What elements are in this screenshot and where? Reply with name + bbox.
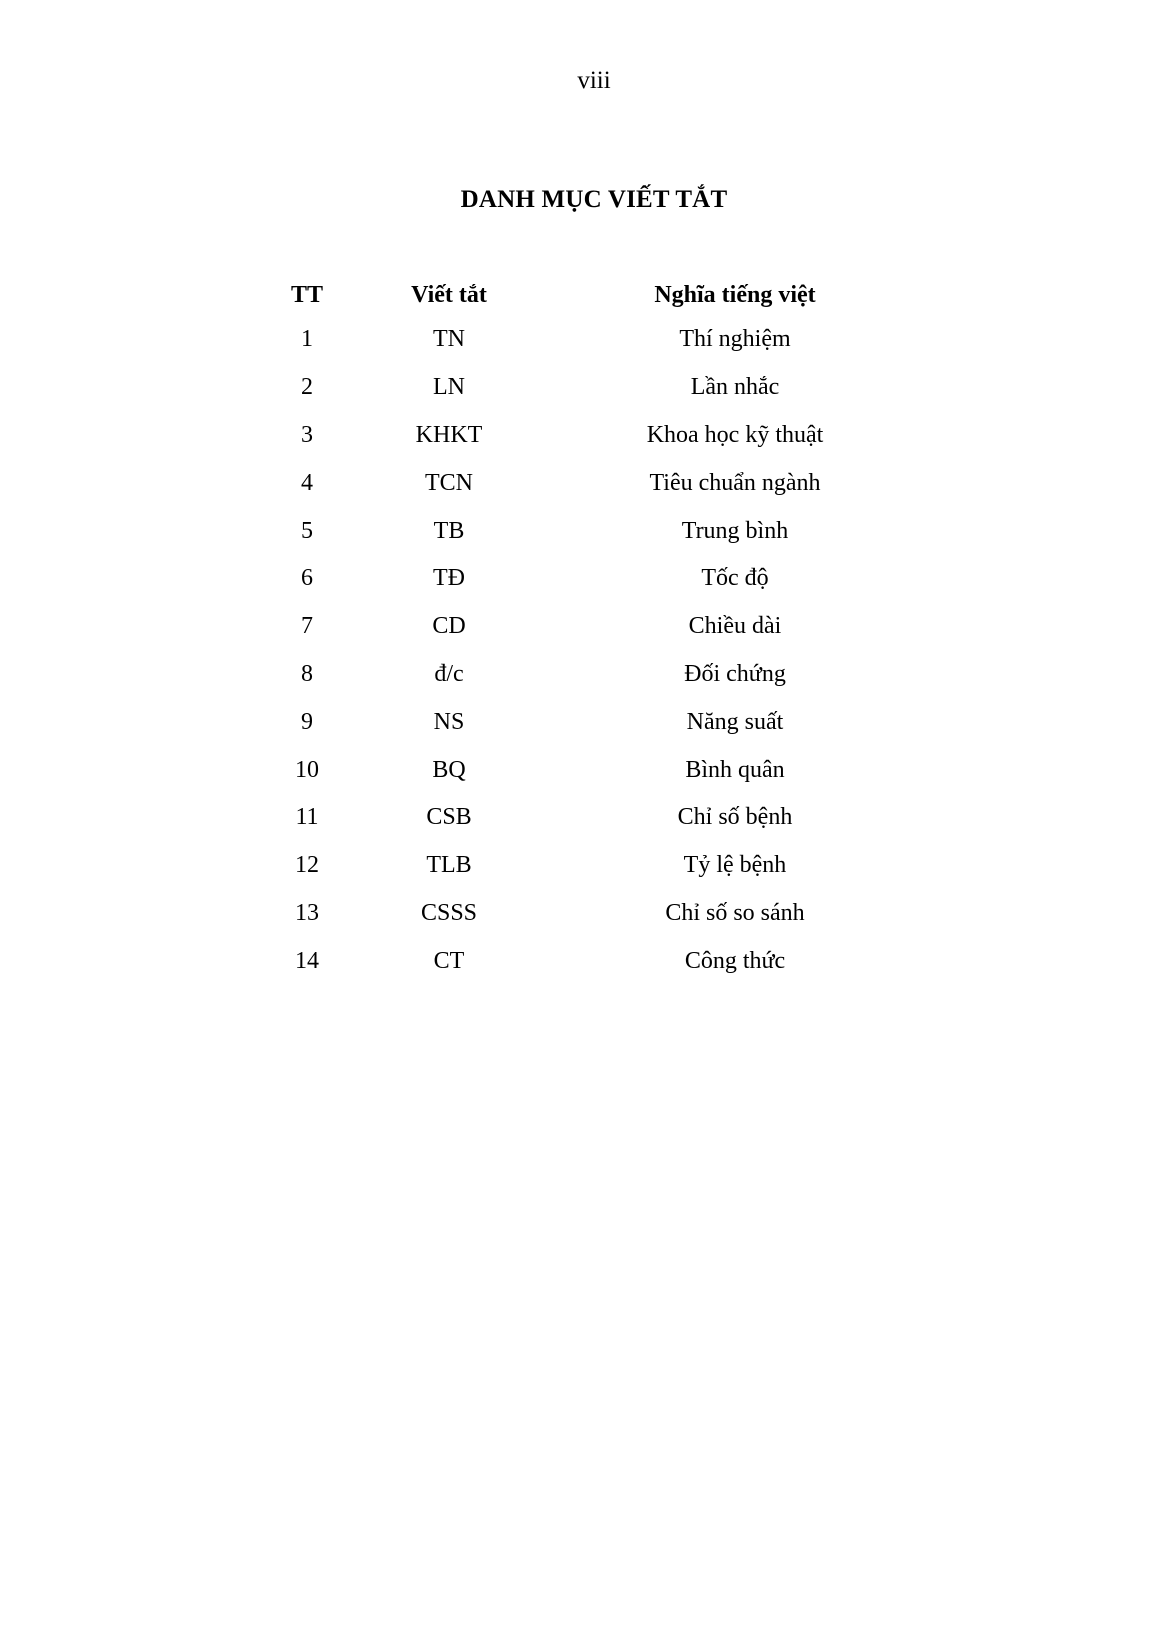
row-meaning: Lần nhắc	[690, 374, 780, 401]
table-row	[247, 412, 939, 460]
row-number: 7	[301, 613, 313, 640]
row-abbreviation: LN	[433, 374, 465, 401]
row-meaning: Bình quân	[685, 756, 785, 783]
table-row	[247, 746, 939, 794]
row-abbreviation: CSB	[426, 804, 472, 831]
page-title: DANH MỤC VIẾT TẮT	[460, 186, 728, 213]
row-number: 3	[301, 421, 313, 448]
row-abbreviation: CT	[433, 947, 465, 974]
table-row	[247, 698, 939, 746]
row-abbreviation: TB	[433, 517, 465, 544]
table-row	[247, 651, 939, 699]
row-meaning: Chiều dài	[688, 613, 782, 640]
row-meaning: Khoa học kỹ thuật	[646, 421, 824, 448]
header-meaning: Nghĩa tiếng việt	[654, 281, 816, 308]
table-row	[247, 937, 939, 985]
header-tt: TT	[290, 281, 323, 308]
table-row	[247, 459, 939, 507]
row-meaning: Tiêu chuẩn ngành	[649, 469, 821, 496]
row-meaning: Tốc độ	[701, 565, 769, 592]
row-abbreviation: đ/c	[434, 660, 464, 687]
row-abbreviation: TN	[433, 326, 465, 353]
row-number: 2	[301, 374, 313, 401]
row-meaning: Chỉ số bệnh	[677, 804, 793, 831]
row-meaning: Đối chứng	[684, 660, 786, 687]
row-meaning: Trung bình	[681, 517, 789, 544]
table-row	[247, 364, 939, 412]
page-number: viii	[577, 67, 611, 94]
row-number: 5	[301, 517, 313, 544]
row-meaning: Công thức	[684, 947, 786, 974]
row-number: 12	[295, 852, 319, 879]
row-abbreviation: KHKT	[415, 421, 483, 448]
table-row	[247, 603, 939, 651]
row-meaning: Năng suất	[686, 708, 784, 735]
row-abbreviation: NS	[433, 708, 465, 735]
row-number: 1	[301, 326, 313, 353]
table-row	[247, 316, 939, 364]
row-number: 10	[295, 756, 319, 783]
abbreviation-table	[247, 274, 939, 985]
row-meaning: Chỉ số so sánh	[665, 899, 805, 926]
table-row	[247, 555, 939, 603]
row-number: 4	[301, 469, 313, 496]
table-row	[247, 507, 939, 555]
table-body	[247, 316, 939, 985]
row-abbreviation: BQ	[432, 756, 466, 783]
row-number: 8	[301, 660, 313, 687]
row-meaning: Tỷ lệ bệnh	[683, 852, 787, 879]
table-row	[247, 890, 939, 938]
table-row	[247, 794, 939, 842]
row-number: 13	[295, 899, 319, 926]
row-number: 6	[301, 565, 313, 592]
row-abbreviation: TCN	[425, 469, 473, 496]
row-number: 14	[295, 947, 319, 974]
row-abbreviation: TĐ	[433, 565, 465, 592]
row-number: 11	[295, 804, 319, 831]
table-row	[247, 842, 939, 890]
row-abbreviation: CSSS	[420, 899, 478, 926]
row-abbreviation: CD	[432, 613, 466, 640]
row-abbreviation: TLB	[426, 852, 472, 879]
row-number: 9	[301, 708, 313, 735]
table-header-row	[247, 274, 939, 316]
row-meaning: Thí nghiệm	[679, 326, 791, 353]
header-abbreviation: Viết tắt	[411, 281, 487, 308]
